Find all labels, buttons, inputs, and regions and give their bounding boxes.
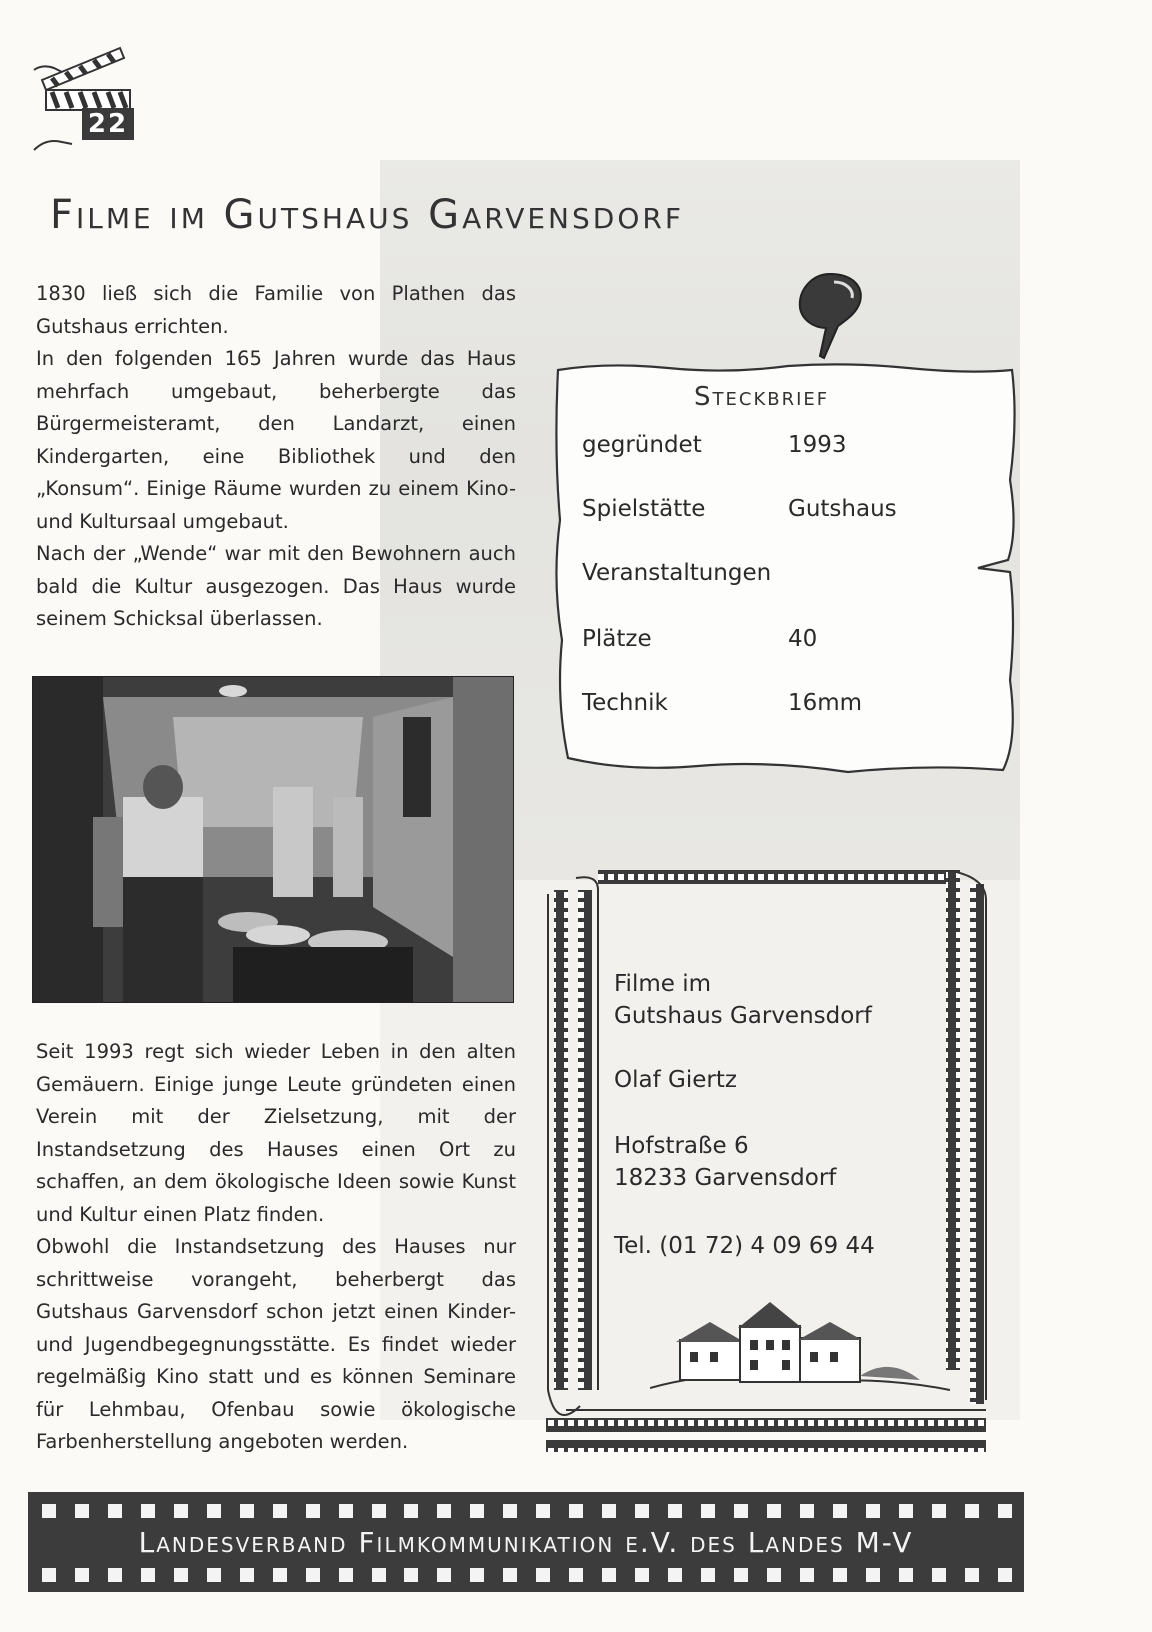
row-value: Gutshaus <box>788 496 897 522</box>
film-holes-bottom <box>42 1568 1012 1582</box>
contact-address <box>614 1130 836 1194</box>
contact-org <box>614 968 872 1032</box>
paragraph: Obwohl die Instandsetzung des Hauses nur schrittweise vorangeht, beherbergt das Gutshaus Garvensdorf schon jetzt einen Kinder- und Jugendbegegnungsstätte. Es findet wieder regelmäßig Kino statt und es können Seminare für Lehmbau, Ofenbau sowie ökologische Farbenherstellung angeboten werden. <box>36 1235 516 1453</box>
body-text <box>36 1036 516 1459</box>
row-value: 16mm <box>788 690 863 716</box>
film-holes-top <box>42 1504 1012 1518</box>
org-name-line1: Filme im <box>614 971 711 997</box>
street: Hofstraße 6 <box>614 1133 749 1159</box>
org-name-line2: Gutshaus Garvensdorf <box>614 1003 872 1029</box>
city: 18233 Garvensdorf <box>614 1165 837 1191</box>
push-pin-icon <box>790 268 870 368</box>
paragraph: Nach der „Wende“ war mit den Bewohnern auch bald die Kultur ausgezogen. Das Haus wurde seinem Schicksal überlassen. <box>36 542 516 630</box>
page-title: Filme im Gutshaus Garvensdorf <box>50 192 684 238</box>
steckbrief-row <box>582 432 982 472</box>
row-label: Veranstaltungen <box>582 560 772 586</box>
row-label: Plätze <box>582 626 652 652</box>
intro-text <box>36 278 516 636</box>
row-label: Spielstätte <box>582 496 706 522</box>
paragraph: In den folgenden 165 Jahren wurde das Haus mehrfach umgebaut, beherbergte das Bürgermeisteramt, den Landarzt, einen Kindergarten, eine Bibliothek und den „Konsum“. Einige Räume wurden zu einem Kino- und Kultursaal umgebaut. <box>36 347 516 533</box>
steckbrief-row <box>582 560 982 600</box>
steckbrief-row <box>582 626 982 666</box>
paragraph: 1830 ließ sich die Familie von Plathen das Gutshaus errichten. <box>36 282 516 338</box>
page-number: 22 <box>82 108 134 140</box>
row-label: gegründet <box>582 432 702 458</box>
paragraph: Seit 1993 regt sich wieder Leben in den alten Gemäuern. Einige junge Leute gründeten einen Verein mit der Zielsetzung, mit der Instandsetzung des Hauses einen Ort zu schaffen, an dem ökologische Ideen sowie Kunst und Kultur einen Platz finden. <box>36 1040 516 1226</box>
cinema-room-photo <box>32 676 514 1003</box>
contact-phone: Tel. (01 72) 4 09 69 44 <box>614 1233 875 1259</box>
contact-person: Olaf Giertz <box>614 1067 737 1093</box>
steckbrief-row <box>582 690 982 730</box>
clapperboard-icon <box>32 40 142 158</box>
steckbrief-title: Steckbrief <box>694 382 830 412</box>
row-value: 40 <box>788 626 818 652</box>
row-label: Technik <box>582 690 668 716</box>
manor-house-illustration <box>650 1296 950 1396</box>
row-value: 1993 <box>788 432 847 458</box>
steckbrief-row <box>582 496 982 536</box>
footer-text: Landesverband Filmkommunikation e.V. des Landes M-V <box>138 1526 914 1559</box>
